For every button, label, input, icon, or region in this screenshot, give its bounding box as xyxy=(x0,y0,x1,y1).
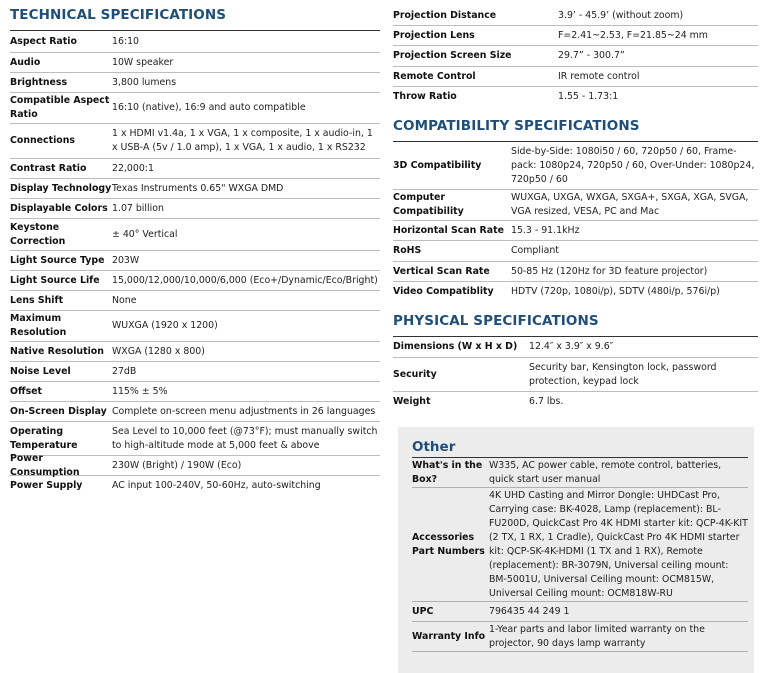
spec-value: 27dB xyxy=(112,365,137,377)
spec-label: 3D Compatibility xyxy=(393,159,482,171)
spec-label: On-Screen Display xyxy=(10,405,107,417)
spec-label: Offset xyxy=(10,385,42,397)
table-row xyxy=(393,190,758,221)
table-row xyxy=(393,282,758,302)
table-row xyxy=(10,159,380,179)
spec-label: Projection Lens xyxy=(393,29,475,41)
table-row xyxy=(10,179,380,199)
spec-value: Compliant xyxy=(511,245,559,256)
table-row xyxy=(393,358,758,392)
table-row xyxy=(393,337,758,358)
table-row xyxy=(393,262,758,282)
spec-value: HDTV (720p, 1080i/p), SDTV (480i/p, 576i/p) xyxy=(511,286,720,297)
spec-value: 12.4″ x 3.9″ x 9.6″ xyxy=(529,341,614,352)
right-column xyxy=(393,0,758,412)
spec-value: F=2.41~2.53, F=21.85~24 mm xyxy=(558,29,708,41)
spec-label: Vertical Scan Rate xyxy=(393,265,490,277)
other-title: Other xyxy=(412,439,456,455)
spec-value: W335, AC power cable, remote control, batteries, quick start user manual xyxy=(489,459,722,485)
spec-value: 16:10 (native), 16:9 and auto compatible xyxy=(112,102,306,113)
spec-value: 796435 44 249 1 xyxy=(489,605,570,617)
spec-label: Throw Ratio xyxy=(393,91,457,102)
spec-label: Accessories Part Numbers xyxy=(412,531,485,557)
spec-value: Security bar, Kensington lock, password protection, keypad lock xyxy=(529,361,717,387)
spec-value: Side-by-Side: 1080i50 / 60, 720p50 / 60, Frame-pack: 1080p24, 720p50 / 60, Over-Under: 1080p24, 720p50 / 60 xyxy=(511,145,755,185)
spec-label: Horizontal Scan Rate xyxy=(393,224,504,236)
table-row xyxy=(10,311,380,342)
table-row xyxy=(10,402,380,422)
table-row xyxy=(412,488,748,602)
spec-value: 1.07 billion xyxy=(112,202,164,214)
spec-value: 22,000:1 xyxy=(112,162,154,174)
table-row xyxy=(412,622,748,652)
spec-value: Complete on-screen menu adjustments in 26 languages xyxy=(112,405,376,417)
spec-label: Remote Control xyxy=(393,70,476,82)
spec-label: Power Supply xyxy=(10,480,83,491)
table-row xyxy=(10,219,380,251)
spec-label: Projection Screen Size xyxy=(393,50,512,61)
spec-value: 3,800 lumens xyxy=(112,76,177,88)
table-row xyxy=(412,602,748,622)
spec-label: Computer Compatibility xyxy=(393,192,464,217)
table-row xyxy=(393,392,758,412)
spec-label: Audio xyxy=(10,56,41,68)
spec-value: 15.3 - 91.1kHz xyxy=(511,224,580,236)
spec-value: 1.55 - 1.73:1 xyxy=(558,91,619,102)
compatibility-specs-title: COMPATIBILITY SPECIFICATIONS xyxy=(393,107,758,142)
projection-specs-table xyxy=(393,6,758,107)
spec-value: 29.7” - 300.7” xyxy=(558,50,625,61)
spec-value: IR remote control xyxy=(558,70,640,82)
spec-value: 3.9’ - 45.9’ (without zoom) xyxy=(558,9,684,21)
table-row xyxy=(10,73,380,93)
spec-value: None xyxy=(112,294,137,306)
table-row xyxy=(10,291,380,311)
spec-value: 10W speaker xyxy=(112,56,174,68)
table-row xyxy=(10,251,380,271)
spec-label: Compatible Aspect Ratio xyxy=(10,95,110,120)
spec-label: Video Compatiblity xyxy=(393,286,494,297)
spec-label: Power Consumption xyxy=(10,452,80,478)
spec-label: Light Source Life xyxy=(10,274,100,286)
spec-value: 1-Year parts and labor limited warranty on the projector, 90 days lamp warranty xyxy=(489,623,705,649)
spec-value: 203W xyxy=(112,254,140,266)
table-row xyxy=(10,199,380,219)
spec-value: Texas Instruments 0.65" WXGA DMD xyxy=(112,182,284,194)
table-row xyxy=(10,31,380,53)
table-row xyxy=(10,382,380,402)
spec-label: Contrast Ratio xyxy=(10,162,87,174)
physical-specs-title: PHYSICAL SPECIFICATIONS xyxy=(393,302,758,337)
spec-label: Security xyxy=(393,368,437,380)
table-row xyxy=(10,124,380,159)
physical-specs-table xyxy=(393,337,758,412)
table-row xyxy=(393,26,758,46)
spec-label: Noise Level xyxy=(10,365,71,377)
spec-label: Brightness xyxy=(10,76,68,88)
spec-label: Maximum Resolution xyxy=(10,313,67,338)
spec-label: What's in the Box? xyxy=(412,459,483,485)
table-row xyxy=(393,221,758,241)
spec-label: Projection Distance xyxy=(393,9,497,21)
table-row xyxy=(393,46,758,67)
spec-value: WXGA (1280 x 800) xyxy=(112,345,205,357)
table-row xyxy=(393,142,758,190)
table-row xyxy=(393,67,758,87)
technical-specs-section xyxy=(10,0,380,496)
other-section xyxy=(398,427,754,673)
spec-value: 50-85 Hz (120Hz for 3D feature projector) xyxy=(511,265,708,277)
spec-label: Lens Shift xyxy=(10,294,64,306)
spec-value: 15,000/12,000/10,000/6,000 (Eco+/Dynamic/Eco/Bright) xyxy=(112,274,378,286)
spec-value: 4K UHD Casting and Mirror Dongle: UHDCast Pro, Carrying case: BK-4028, Lamp (replacement): BL-FU200D, QuickCast Pro 4K HDMI starter kit: QCP-4K-KIT (2 TX, 1 RX, 1 Cradle), QuickCast Pro 4K HDMI starter kit: QCP-SK-4K-HDMI (1 TX and 1 RX), Remote (replacement): BR-3079N, Universal ceiling mount: BM-5001U, Universal Ceiling mount: OCM815W, Universal Ceiling mount: OCM818W-RU xyxy=(489,489,748,599)
compatibility-specs-table xyxy=(393,142,758,302)
spec-label: Warranty Info xyxy=(412,630,486,642)
spec-value: 16:10 xyxy=(112,35,140,47)
spec-label: Light Source Type xyxy=(10,254,105,266)
technical-specs-table xyxy=(10,31,380,496)
spec-label: Connections xyxy=(10,135,75,146)
spec-value: 230W (Bright) / 190W (Eco) xyxy=(112,459,242,471)
spec-value: ± 40° Vertical xyxy=(112,228,178,240)
spec-label: RoHS xyxy=(393,245,422,256)
table-row xyxy=(393,241,758,262)
spec-value: WUXGA (1920 x 1200) xyxy=(112,320,218,331)
table-row xyxy=(10,93,380,124)
spec-label: Aspect Ratio xyxy=(10,35,77,47)
spec-value: WUXGA, UXGA, WXGA, SXGA+, SXGA, XGA, SVGA, VGA resized, VESA, PC and Mac xyxy=(511,192,749,217)
table-row xyxy=(10,271,380,291)
table-row xyxy=(393,87,758,107)
spec-value: Sea Level to 10,000 feet (@73°F); must manually switch to high-altitude mode at 5,000 feet & above xyxy=(112,425,378,451)
table-row xyxy=(10,362,380,382)
other-table xyxy=(412,457,748,652)
table-row xyxy=(10,452,380,478)
spec-value: 6.7 lbs. xyxy=(529,396,564,407)
spec-value: AC input 100-240V, 50-60Hz, auto-switching xyxy=(112,480,321,491)
table-row xyxy=(412,458,748,488)
technical-specs-title: TECHNICAL SPECIFICATIONS xyxy=(10,0,380,31)
spec-label: Dimensions (W x H x D) xyxy=(393,341,518,352)
table-row xyxy=(10,476,380,496)
spec-label: UPC xyxy=(412,605,434,617)
spec-value: 1 x HDMI v1.4a, 1 x VGA, 1 x composite, 1 x audio-in, 1 x USB-A (5v / 1.0 amp), 1 x VGA, 1 x audio, 1 x RS232 xyxy=(112,128,373,153)
spec-label: Display Technology xyxy=(10,182,112,194)
table-row xyxy=(10,342,380,362)
spec-label: Weight xyxy=(393,396,431,407)
spec-label: Native Resolution xyxy=(10,345,104,357)
table-row xyxy=(393,6,758,26)
spec-label: Operating Temperature xyxy=(10,425,78,451)
table-row xyxy=(10,53,380,73)
spec-value: 115% ± 5% xyxy=(112,385,168,397)
spec-label: Displayable Colors xyxy=(10,202,108,214)
spec-label: Keystone Correction xyxy=(10,221,66,247)
